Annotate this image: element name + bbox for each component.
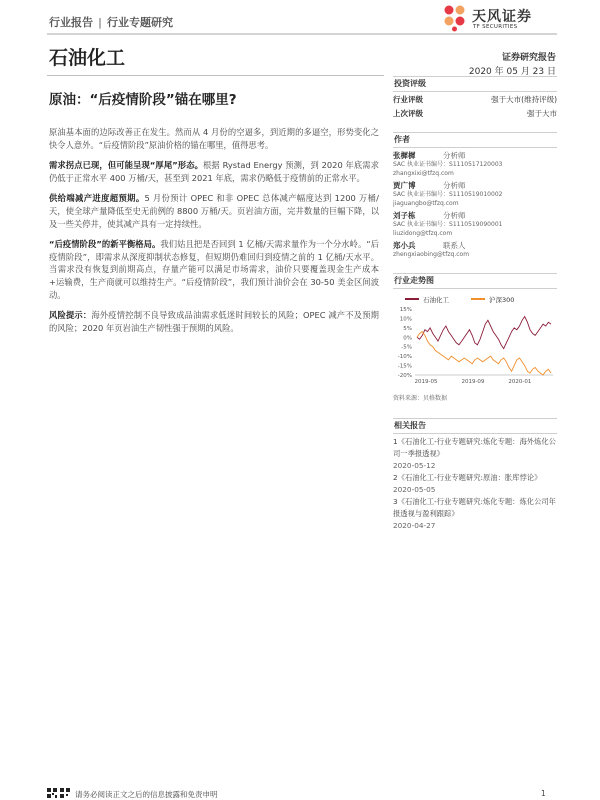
logo-text-en: TF SECURITIES [473,24,518,30]
rating-label: 行业评级 [393,94,423,104]
related-report-date: 2020-04-27 [393,521,436,530]
report-breadcrumb [49,14,173,30]
legend-swatch [405,298,419,300]
paragraph-text: 根据 Rystad Energy 预测，到 2020 年底需求仍低于正常水平 400 万桶/天，甚至到 2021 年底，需求仍略低于疫情前的正常水平。 [49,160,379,183]
tf-logo-icon [442,4,468,32]
analyst-cert: SAC 执业证书编号：S1110519010002 [393,191,503,198]
analyst-name: 贾广博 [393,180,416,190]
body-paragraph [49,126,379,151]
company-logo [442,4,557,34]
related-report-link[interactable]: 2《石油化工-行业专题研究:原油：胀库悖论》 [393,473,542,482]
footer-disclaimer: 请务必阅读正文之后的信息披露和免责申明 [75,790,218,799]
legend-label: 石油化工 [423,295,449,304]
analyst-cert: SAC 执业证书编号：S1110517120003 [393,161,503,168]
y-tick-label: 15% [399,307,412,313]
y-tick-label: -20% [397,373,412,379]
legend-swatch [471,298,485,300]
related-report-link[interactable]: 3《石油化工-行业专题研究:炼化专题：炼化公司年报透视与盈利跟踪》 [393,497,556,518]
y-tick-label: 10% [399,316,412,323]
body-paragraph [49,159,379,184]
paragraph-text: 我们姑且把是否回到 1 亿桶/天需求量作为一个分水岭。“后疫情阶段”，即需求从深度抑制状态修复，但短期仍难回归到疫情之前的 1 亿桶/天水平。当需求没有恢复到前期高点，存量产能可以满足市场需求，油价只要覆盖现金生产成本+运输费，生产商就可以维持生产。“后疫情阶段”，我们预计油价会在 30-50 美金区间波动。 [49,239,379,300]
qr-code-icon [47,788,57,798]
analyst-name: 郑小兵 [393,240,416,250]
analyst-entry [393,210,557,238]
legend-label: 沪深300 [489,295,515,304]
analyst-entry [393,150,557,178]
related-report-link[interactable]: 1《石油化工-行业专题研究:炼化专题：海外炼化公司一季报透视》 [393,437,556,458]
series-line-1 [417,317,551,349]
analyst-entry [393,180,557,208]
logo-text-cn: 天风证券 [472,9,532,25]
author-heading: 作者 [393,132,557,148]
related-list [393,436,557,532]
y-tick-label: 0% [403,335,412,342]
analyst-role: 分析师 [443,150,466,160]
series-line-2 [417,332,551,375]
paragraph-lead: 供给端减产进度超预期。 [49,193,145,204]
rating-heading: 投资评级 [393,76,557,92]
rating-value: 强于大市 [527,108,557,118]
analyst-name: 刘子栋 [393,210,416,220]
body-paragraph [49,238,379,301]
paragraph-text: 5 月份预计 OPEC 和非 OPEC 总体减产幅度达到 1200 万桶/天，使全球产量降低至史无前例的 8800 万桶/天。页岩油方面，完井数量的巨幅下降，以及一些关停井，使其减产具有一定持续性。 [49,193,379,229]
rating-row [393,106,557,120]
analyst-email[interactable]: jiaguangbo@tfzq.com [393,200,459,207]
paragraph-text: 海外疫情控制不良导致成品油需求低迷时间较长的风险；OPEC 减产不及预期的风险；2020 年页岩油生产韧性强于预期的风险。 [49,310,379,333]
related-heading: 相关报告 [393,418,557,434]
chart-source: 资料来源：贝格数据 [393,395,448,402]
paragraph-lead: “后疫情阶段”的新平衡格局。 [49,239,161,250]
sector-title: 石油化工 [49,47,126,69]
x-tick-label: 2019-09 [461,379,485,385]
report-type: 证券研究报告 [501,53,556,63]
report-category: 行业报告 [49,16,93,29]
related-report-date: 2020-05-12 [393,461,436,470]
analyst-role: 分析师 [443,180,466,190]
analyst-cert: SAC 执业证书编号：S1110519090001 [393,221,503,228]
analyst-name: 张樨樨 [393,150,416,160]
title-divider [47,75,384,76]
related-report-date: 2020-05-05 [393,485,436,494]
trend-heading: 行业走势图 [393,273,557,289]
x-tick-label: 2019-05 [414,379,438,385]
sidebar [393,76,557,532]
paragraph-lead: 需求拐点已现，但可能呈现“厚尾”形态。 [49,160,204,171]
analyst-role: 分析师 [443,210,466,220]
analyst-email[interactable]: zhengxiaobing@tfzq.com [393,251,470,258]
paragraph-text: 原油基本面的边际改善正在发生。然而从 4 月份的空逼多，到近期的多逼空，形势变化之快令人意外。“后疫情阶段”原油价格的锚在哪里，值得思考。 [49,127,379,150]
body-paragraph [49,192,379,230]
header-divider [47,33,557,35]
analyst-entry [393,240,557,259]
chart-legend [393,293,557,305]
report-title: 原油：“后疫情阶段”锚在哪里? [49,92,237,108]
y-tick-label: 5% [403,325,412,332]
analyst-email[interactable]: zhangxixi@tfzq.com [393,170,454,177]
breadcrumb-separator: | [98,16,103,29]
rating-value: 强于大市(维持评级) [491,94,557,104]
paragraph-lead: 风险提示： [49,310,92,321]
x-tick-label: 2020-01 [508,379,532,385]
page-number: 1 [541,789,546,798]
y-tick-label: -10% [397,354,412,361]
analyst-role: 联系人 [443,240,466,250]
report-date: 2020 年 05 月 23 日 [468,67,556,77]
industry-trend-chart [393,305,557,387]
analyst-email[interactable]: liuzidong@tfzq.com [393,230,453,237]
report-subcategory: 行业专题研究 [107,16,174,29]
qr-code-icon [60,788,70,798]
report-body [49,126,379,342]
y-tick-label: -15% [397,363,412,370]
risk-paragraph [49,309,379,334]
rating-row [393,92,557,106]
rating-label: 上次评级 [393,108,423,118]
y-tick-label: -5% [401,344,412,351]
